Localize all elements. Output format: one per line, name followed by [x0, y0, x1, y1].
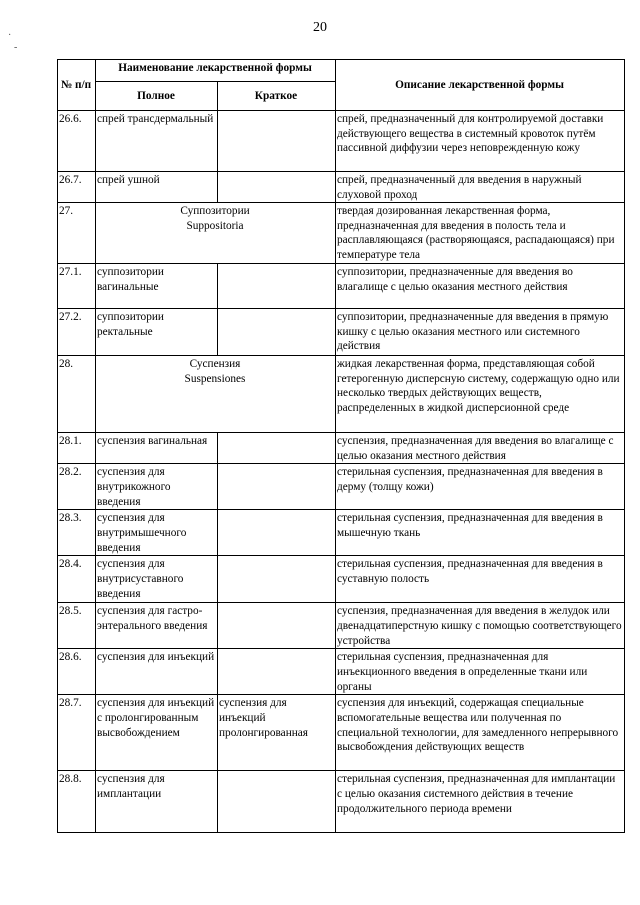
row-num: 28.7. [58, 695, 96, 771]
row-short [218, 649, 336, 695]
row-short [218, 771, 336, 833]
row-description: стерильная суспензия, предназначенная для инъекционного введения в определенные ткани или органы [336, 649, 625, 695]
row-description: стерильная суспензия, предназначенная для имплантации с целью оказания системного действия в течение продолжительного периода времени [336, 771, 625, 833]
table-row-group [58, 203, 625, 264]
row-short [218, 264, 336, 309]
header-short: Краткое [218, 82, 336, 111]
row-description: суппозитории, предназначенные для введения во влагалище с целью оказания местного действия [336, 264, 625, 309]
row-num: 28.1. [58, 433, 96, 464]
row-full: спрей трансдермальный [96, 111, 218, 172]
row-short [218, 433, 336, 464]
table-row [58, 172, 625, 203]
group-name-ru: Суспензия [189, 358, 241, 371]
row-full: спрей ушной [96, 172, 218, 203]
group-name-lat: Suppositoria [186, 219, 244, 232]
table-row [58, 510, 625, 556]
row-description: суспензия для инъекций, содержащая специальные вспомогательные вещества или полученная по специальной технологии, для замедленного непрерывного высвобождения действующих веществ [336, 695, 625, 771]
row-short [218, 464, 336, 510]
row-short [218, 309, 336, 356]
table-row [58, 603, 625, 649]
group-name-ru: Суппозитории [180, 205, 250, 218]
row-short [218, 556, 336, 603]
row-description: суспензия, предназначенная для введения в желудок или двенадцатиперстную кишку с помощью соответствующего устройства [336, 603, 625, 649]
header-description: Описание лекарственной формы [336, 60, 625, 111]
row-full: суспензия для имплантации [96, 771, 218, 833]
row-full: суспензия для внутрисуставного введения [96, 556, 218, 603]
group-name-cell [96, 356, 336, 433]
table-row [58, 649, 625, 695]
row-full: суспензия для внутримышечного введения [96, 510, 218, 556]
row-short [218, 510, 336, 556]
table-row-group [58, 356, 625, 433]
row-full: суспензия для инъекций [96, 649, 218, 695]
row-short: суспензия для инъекций пролонгированная [218, 695, 336, 771]
row-description: суппозитории, предназначенные для введения в прямую кишку с целью оказания местного или системного действия [336, 309, 625, 356]
row-description: суспензия, предназначенная для введения во влагалище с целью оказания местного действия [336, 433, 625, 464]
row-num: 28.4. [58, 556, 96, 603]
row-short [218, 111, 336, 172]
table-row [58, 771, 625, 833]
row-description: стерильная суспензия, предназначенная для введения в дерму (толщу кожи) [336, 464, 625, 510]
row-num: 26.7. [58, 172, 96, 203]
group-name-lat: Suspensiones [184, 372, 246, 385]
table-row [58, 433, 625, 464]
row-description: спрей, предназначенный для контролируемой доставки действующего вещества в системный кровоток путём пассивной диффузии через неповрежденную кожу [336, 111, 625, 172]
row-num: 26.6. [58, 111, 96, 172]
row-description: спрей, предназначенный для введения в наружный слуховой проход [336, 172, 625, 203]
header-name-group: Наименование лекарственной формы [96, 60, 336, 82]
header-full: Полное [96, 82, 218, 111]
row-num: 28. [58, 356, 96, 433]
table-row [58, 309, 625, 356]
row-short [218, 172, 336, 203]
row-full: суспензия вагинальная [96, 433, 218, 464]
group-name-cell [96, 203, 336, 264]
row-num: 27.1. [58, 264, 96, 309]
row-num: 28.8. [58, 771, 96, 833]
row-description: жидкая лекарственная форма, представляющая собой гетерогенную дисперсную систему, содержащую одно или несколько твердых действующих веществ, распределенных в жидкой дисперсионной среде [336, 356, 625, 433]
row-num: 28.3. [58, 510, 96, 556]
row-full: суспензия для внутрикожного введения [96, 464, 218, 510]
margin-dash: - [14, 42, 18, 53]
table-row [58, 264, 625, 309]
row-description: стерильная суспензия, предназначенная для введения в суставную полость [336, 556, 625, 603]
row-num: 28.2. [58, 464, 96, 510]
row-num: 27.2. [58, 309, 96, 356]
row-full: суспензия для гастро-энтерального введения [96, 603, 218, 649]
dosage-forms-table [57, 59, 625, 833]
header-num: № п/п [58, 60, 96, 111]
row-full: суспензия для инъекций с пролонгированным высвобождением [96, 695, 218, 771]
row-num: 28.5. [58, 603, 96, 649]
row-num: 28.6. [58, 649, 96, 695]
row-description: стерильная суспензия, предназначенная для введения в мышечную ткань [336, 510, 625, 556]
table-row [58, 556, 625, 603]
row-full: суппозитории вагинальные [96, 264, 218, 309]
row-description: твердая дозированная лекарственная форма, предназначенная для введения в полость тела и расплавляющаяся (растворяющаяся, распадающаяся) при температуре тела [336, 203, 625, 264]
row-full: суппозитории ректальные [96, 309, 218, 356]
page-number: 20 [313, 20, 327, 35]
margin-dot: · [8, 30, 12, 41]
table-row [58, 111, 625, 172]
table-row [58, 695, 625, 771]
row-short [218, 603, 336, 649]
row-num: 27. [58, 203, 96, 264]
table-row [58, 464, 625, 510]
